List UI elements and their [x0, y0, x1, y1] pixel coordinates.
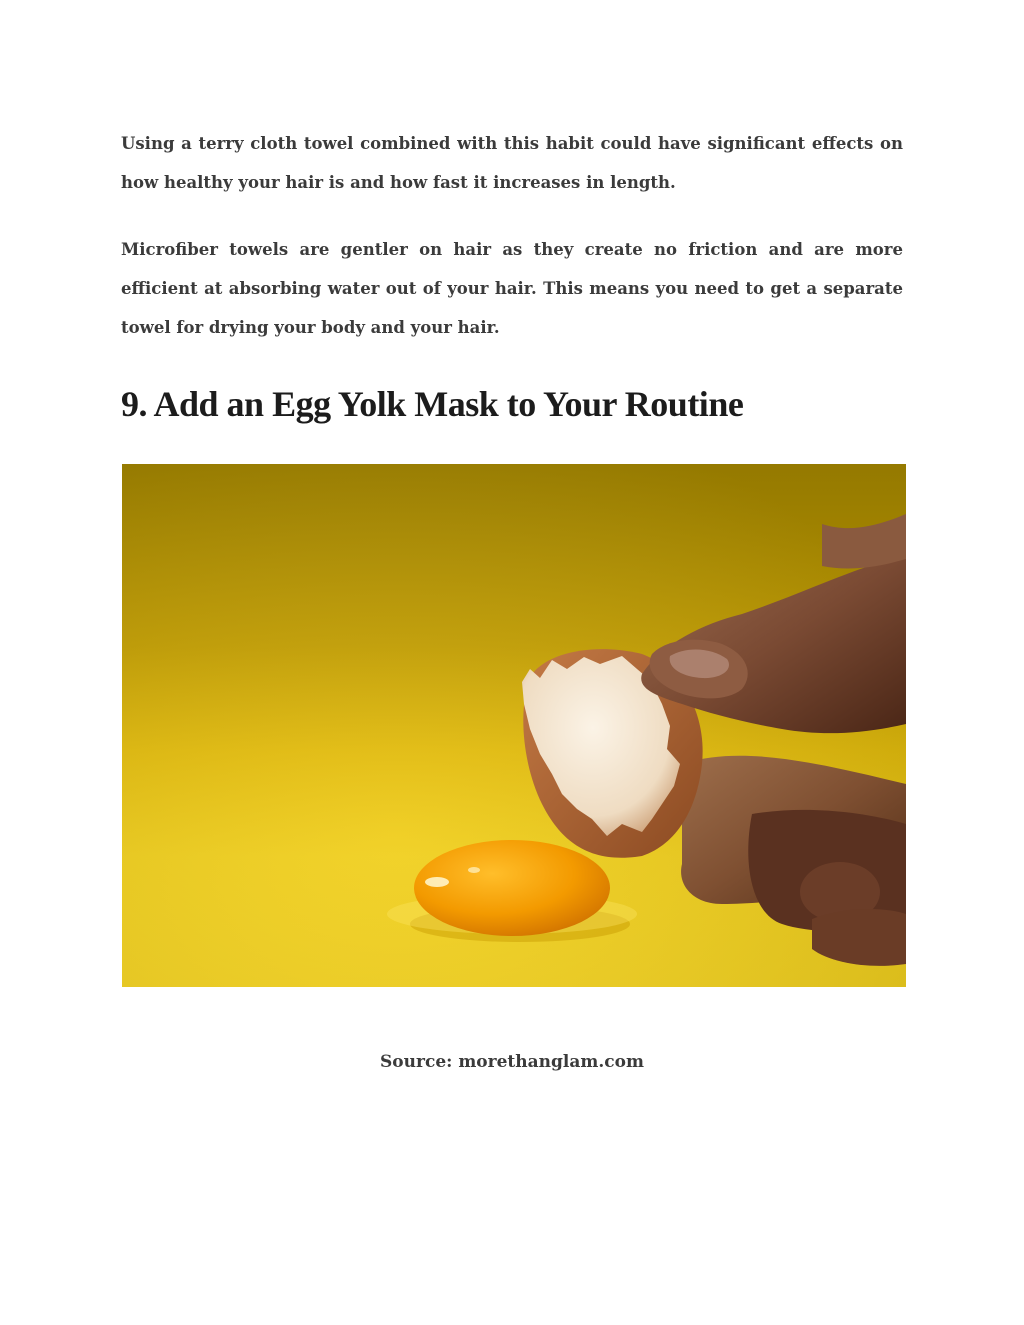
egg-yolk-photo: [122, 464, 906, 987]
section-heading: 9. Add an Egg Yolk Mask to Your Routine: [121, 384, 744, 424]
body-paragraph-1: Using a terry cloth towel combined with this habit could have significant effects on how healthy your hair is and how fast it increases in length.: [121, 134, 903, 192]
body-paragraph-2: Microfiber towels are gentler on hair as they create no friction and are more efficient at absorbing water out of your hair. This means you need to get a separate towel for drying your body and your hair.: [121, 240, 903, 337]
image-source-caption: Source: morethanglam.com: [380, 1052, 644, 1072]
